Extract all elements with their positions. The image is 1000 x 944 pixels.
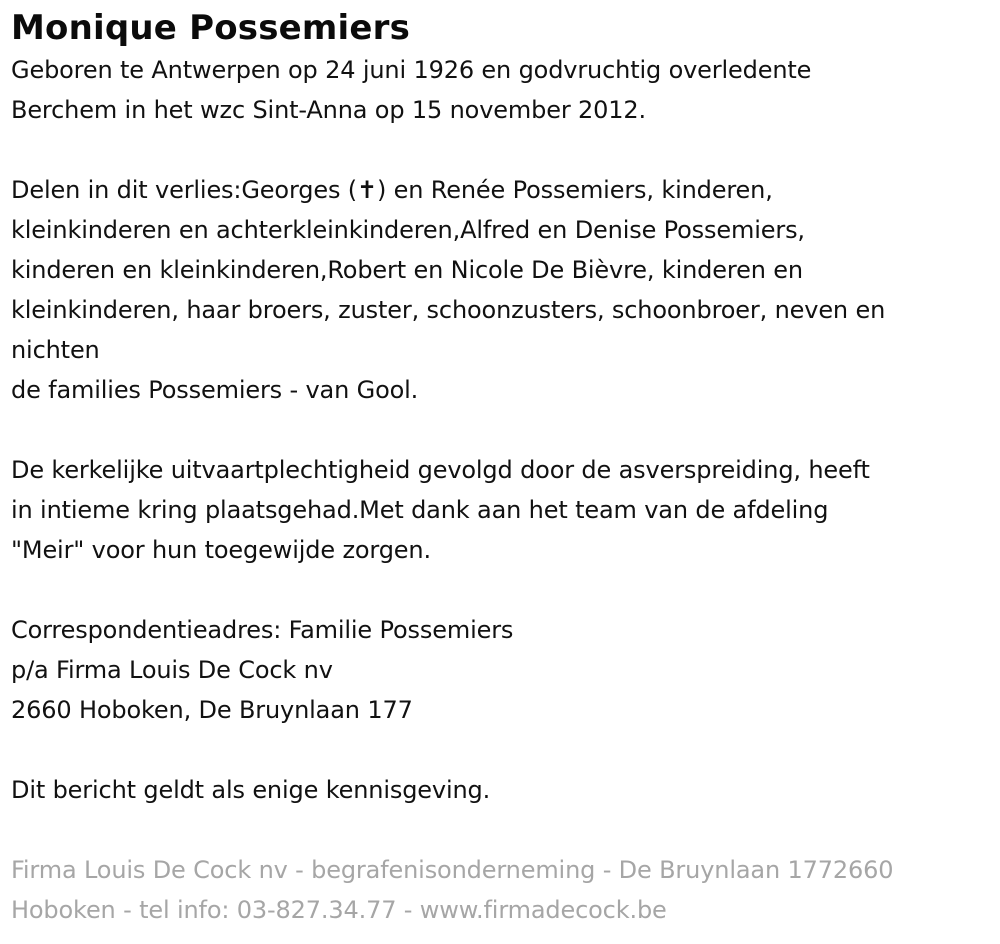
- ceremony-line-3: "Meir" voor hun toegewijde zorgen.: [11, 536, 431, 564]
- birth-line-1: Geboren te Antwerpen op 24 juni 1926 en godvruchtig overledente: [11, 56, 812, 84]
- funeral-home-footer: [11, 850, 996, 930]
- paragraph-spacer: [11, 130, 996, 170]
- mourners-line-6: de families Possemiers - van Gool.: [11, 376, 419, 404]
- paragraph-spacer: [11, 410, 996, 450]
- ceremony-line-2: in intieme kring plaatsgehad.Met dank aan het team van de afdeling: [11, 496, 829, 524]
- deceased-name: Monique Possemiers: [11, 8, 411, 48]
- mourners-line-4: kleinkinderen, haar broers, zuster, schoonzusters, schoonbroer, neven en: [11, 296, 886, 324]
- paragraph-spacer: [11, 810, 996, 850]
- address-line-3: 2660 Hoboken, De Bruynlaan 177: [11, 696, 413, 724]
- mourners-line-2: kleinkinderen en achterkleinkinderen,Alfred en Denise Possemiers,: [11, 216, 805, 244]
- mourners-paragraph: [11, 170, 996, 410]
- ceremony-line-1: De kerkelijke uitvaartplechtigheid gevolgd door de asverspreiding, heeft: [11, 456, 870, 484]
- mourners-line-3: kinderen en kleinkinderen,Robert en Nicole De Bièvre, kinderen en: [11, 256, 803, 284]
- ceremony-paragraph: [11, 450, 996, 570]
- paragraph-spacer: [11, 730, 996, 770]
- birth-line-2: Berchem in het wzc Sint-Anna op 15 november 2012.: [11, 96, 646, 124]
- address-line-2: p/a Firma Louis De Cock nv: [11, 656, 333, 684]
- footer-line-2: Hoboken - tel info: 03-827.34.77 - www.firmadecock.be: [11, 896, 667, 924]
- mourners-line-1: Delen in dit verlies:Georges (✝) en Renée Possemiers, kinderen,: [11, 176, 773, 204]
- obituary-notice: [11, 6, 996, 930]
- mourners-line-5: nichten: [11, 336, 100, 364]
- correspondence-address: [11, 610, 996, 730]
- footer-line-1: Firma Louis De Cock nv - begrafenisonderneming - De Bruynlaan 1772660: [11, 856, 894, 884]
- address-line-1: Correspondentieadres: Familie Possemiers: [11, 616, 514, 644]
- birth-death-paragraph: [11, 50, 996, 130]
- notice-line: Dit bericht geldt als enige kennisgeving.: [11, 776, 491, 804]
- paragraph-spacer: [11, 570, 996, 610]
